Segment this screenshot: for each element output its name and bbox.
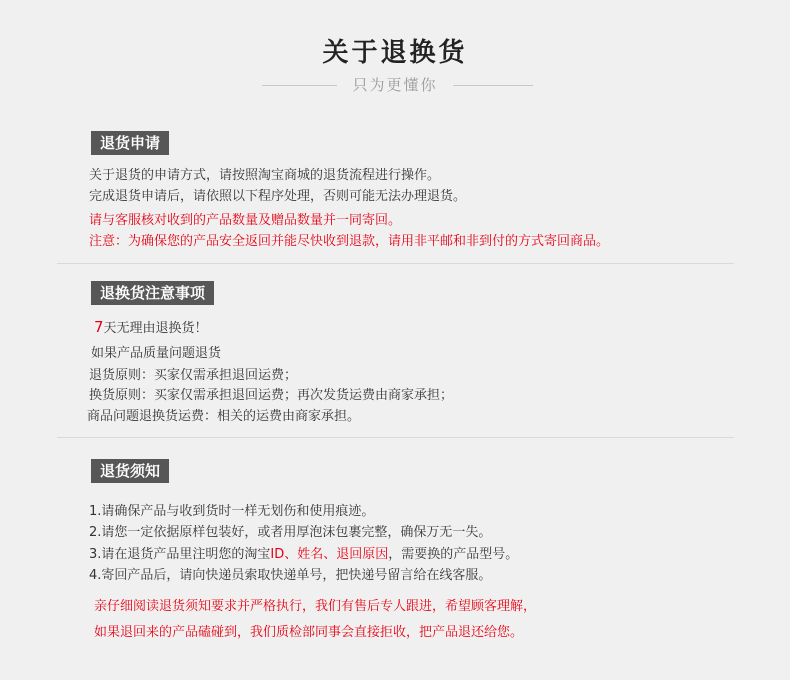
section2-line-4: 商品问题退换货运费：相关的运费由商家承担。: [87, 409, 361, 424]
notice-item-2: 2.请您一定依据原样包装好，或者用厚泡沫包裹完整，确保万无一失。: [89, 525, 492, 540]
subtitle-left-rule: [262, 85, 337, 86]
section2-line-2: 退货原则：买家仅需承担退回运费；: [89, 368, 298, 383]
notice-item-3-highlight: ID、姓名、退回原因: [270, 547, 389, 562]
notice-item-3-suffix: ，需要换的产品型号。: [388, 547, 519, 562]
page-title: 关于退换货: [322, 38, 468, 68]
notice-item-4: 4.寄回产品后，请向快递员索取快递单号，把快递号留言给在线客服。: [89, 568, 492, 583]
section1-line-2: 完成退货申请后，请依照以下程序处理，否则可能无法办理退货。: [89, 189, 467, 204]
section1-red-line-1: 请与客服核对收到的产品数量及赠品数量并一同寄回。: [89, 213, 402, 228]
section3-red-line-1: 亲仔细阅读退货须知要求并严格执行，我们有售后专人跟进，希望顾客理解，: [94, 599, 537, 614]
section2-line-1: 如果产品质量问题退货: [91, 346, 222, 361]
section-heading-exchange-notes: 退换货注意事项: [91, 281, 214, 305]
notice-item-3-prefix: 3.请在退货产品里注明您的淘宝: [89, 547, 271, 562]
section-heading-return-notice: 退货须知: [91, 459, 169, 483]
section-heading-return-application: 退货申请: [91, 131, 169, 155]
page-subtitle: 只为更懂你: [352, 76, 438, 94]
divider-2: [57, 437, 734, 438]
notice-item-1: 1.请确保产品与收到货时一样无划伤和使用痕迹。: [89, 504, 375, 519]
section1-line-1: 关于退货的申请方式，请按照淘宝商城的退货流程进行操作。: [89, 168, 441, 183]
divider-1: [57, 263, 734, 264]
seven-day-text: 天无理由退换货！: [103, 321, 208, 336]
subtitle-right-rule: [453, 85, 533, 86]
section3-red-line-2: 如果退回来的产品磕碰到，我们质检部同事会直接拒收，把产品退还给您。: [94, 625, 524, 640]
section1-red-line-2: 注意：为确保您的产品安全返回并能尽快收到退款，请用非平邮和非到付的方式寄回商品。: [89, 234, 610, 249]
notice-item-3: [89, 546, 518, 564]
section2-line-3: 换货原则：买家仅需承担退回运费；再次发货运费由商家承担；: [89, 388, 454, 403]
seven-day-policy: [94, 318, 208, 338]
seven-day-number: 7: [94, 318, 104, 336]
subtitle-row: [0, 74, 790, 98]
